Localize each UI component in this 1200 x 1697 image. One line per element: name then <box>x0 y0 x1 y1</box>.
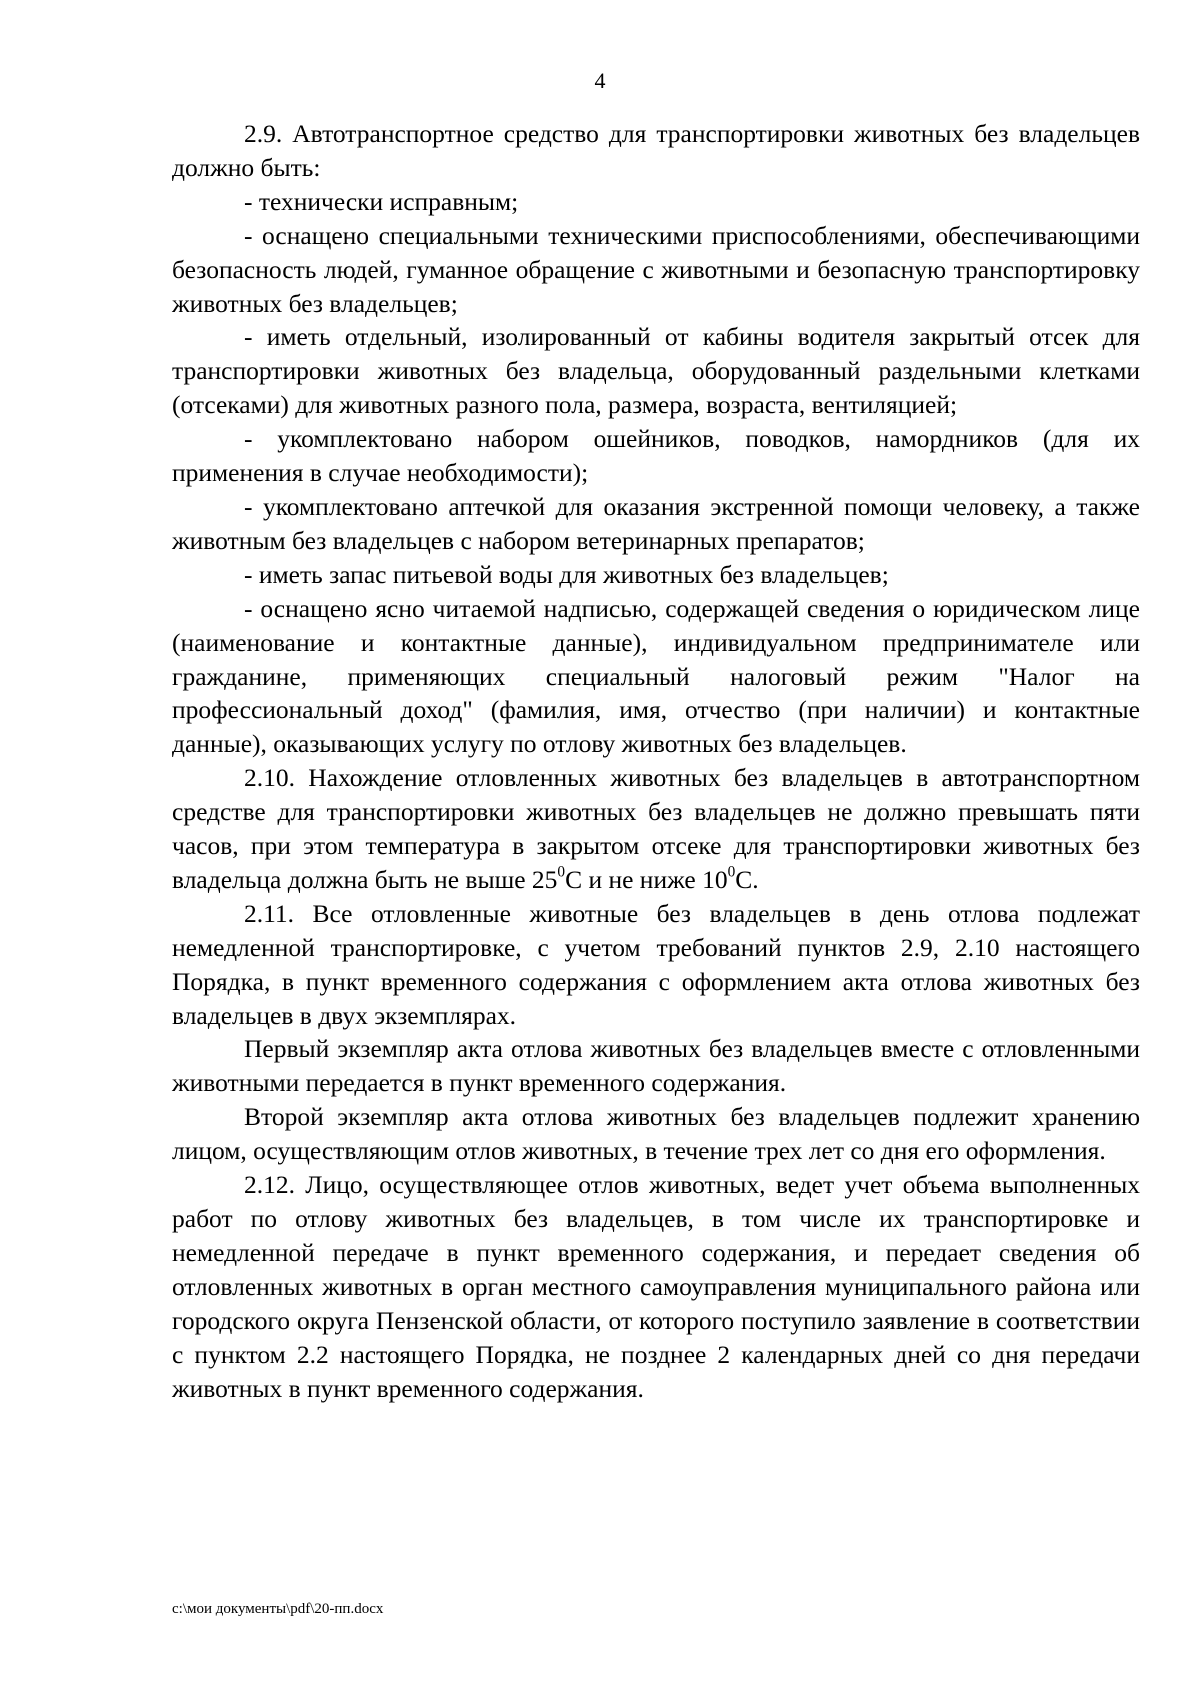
footer-file-path: c:\мои документы\pdf\20-пп.docx <box>172 1601 384 1617</box>
paragraph-2-12: 2.12. Лицо, осуществляющее отлов животных, ведет учет объема выполненных работ по отлову животных без владельцев, в том числе их транспортировке и немедленной передаче в пункт временного содержания, и передает сведения об отловленных животных в орган местного самоуправления муниципального района или городского округа Пензенской области, от которого поступило заявление в соответствии с пунктом 2.2 настоящего Порядка, не позднее 2 календарных дней со дня передачи животных в пункт временного содержания. <box>172 1170 1140 1403</box>
list-item-readable-inscription: - оснащено ясно читаемой надписью, содержащей сведения о юридическом лице (наименование и контактные данные), индивидуальном предпринимателе или гражданине, применяющих специальный налоговый режим "Налог на профессиональный доход" (фамилия, имя, отчество (при наличии) и контактные данные), оказывающих услугу по отлову животных без владельцев. <box>172 593 1140 759</box>
paragraph-2-10-part-2: С и не ниже 10 <box>565 864 728 894</box>
page-number: 4 <box>594 68 606 93</box>
degree-superscript-1: 0 <box>557 863 566 881</box>
paragraph-2-10-part-3: С. <box>735 864 759 894</box>
paragraph-2-10 <box>172 761 1140 897</box>
degree-superscript-2: 0 <box>727 863 736 881</box>
paragraph-2-10-part-1: 2.10. Нахождение отловленных животных без владельцев в автотранспортном средстве для транспортировки животных без владельцев не должно превышать пяти часов, при этом температура в закрытом отсеке для транспортировки животных без владельца должна быть не выше 25 <box>172 763 1140 894</box>
list-item-technically-sound: - технически исправным; <box>244 186 519 216</box>
paragraph-2-9-intro: 2.9. Автотранспортное средство для транспортировки животных без владельцев должно быть: <box>172 119 1140 182</box>
paragraph-2-11: 2.11. Все отловленные животные без владельцев в день отлова подлежат немедленной транспортировке, с учетом требований пунктов 2.9, 2.10 настоящего Порядка, в пункт временного содержания с оформлением акта отлова животных без владельцев в двух экземплярах. <box>172 898 1140 1030</box>
paragraph-second-copy: Второй экземпляр акта отлова животных без владельцев подлежит хранению лицом, осуществляющим отлов животных, в течение трех лет со дня его оформления. <box>172 1102 1140 1166</box>
list-item-collars-leashes: - укомплектовано набором ошейников, поводков, намордников (для их применения в случае необходимости); <box>172 424 1140 488</box>
list-item-isolated-compartment: - иметь отдельный, изолированный от кабины водителя закрытый отсек для транспортировки животных без владельца, оборудованный раздельными клетками (отсеками) для животных разного пола, размера, возраста, вентиляцией; <box>172 322 1140 420</box>
list-item-special-devices: - оснащено специальными техническими приспособлениями, обеспечивающими безопасность людей, гуманное обращение с животными и безопасную транспортировку животных без владельцев; <box>172 220 1140 318</box>
paragraph-first-copy: Первый экземпляр акта отлова животных без владельцев вместе с отловленными животными передается в пункт временного содержания. <box>172 1034 1140 1098</box>
document-body <box>172 117 1140 1405</box>
list-item-first-aid-kit: - укомплектовано аптечкой для оказания экстренной помощи человеку, а также животным без владельцев с набором ветеринарных препаратов; <box>172 491 1140 555</box>
list-item-drinking-water: - иметь запас питьевой воды для животных без владельцев; <box>244 559 889 589</box>
